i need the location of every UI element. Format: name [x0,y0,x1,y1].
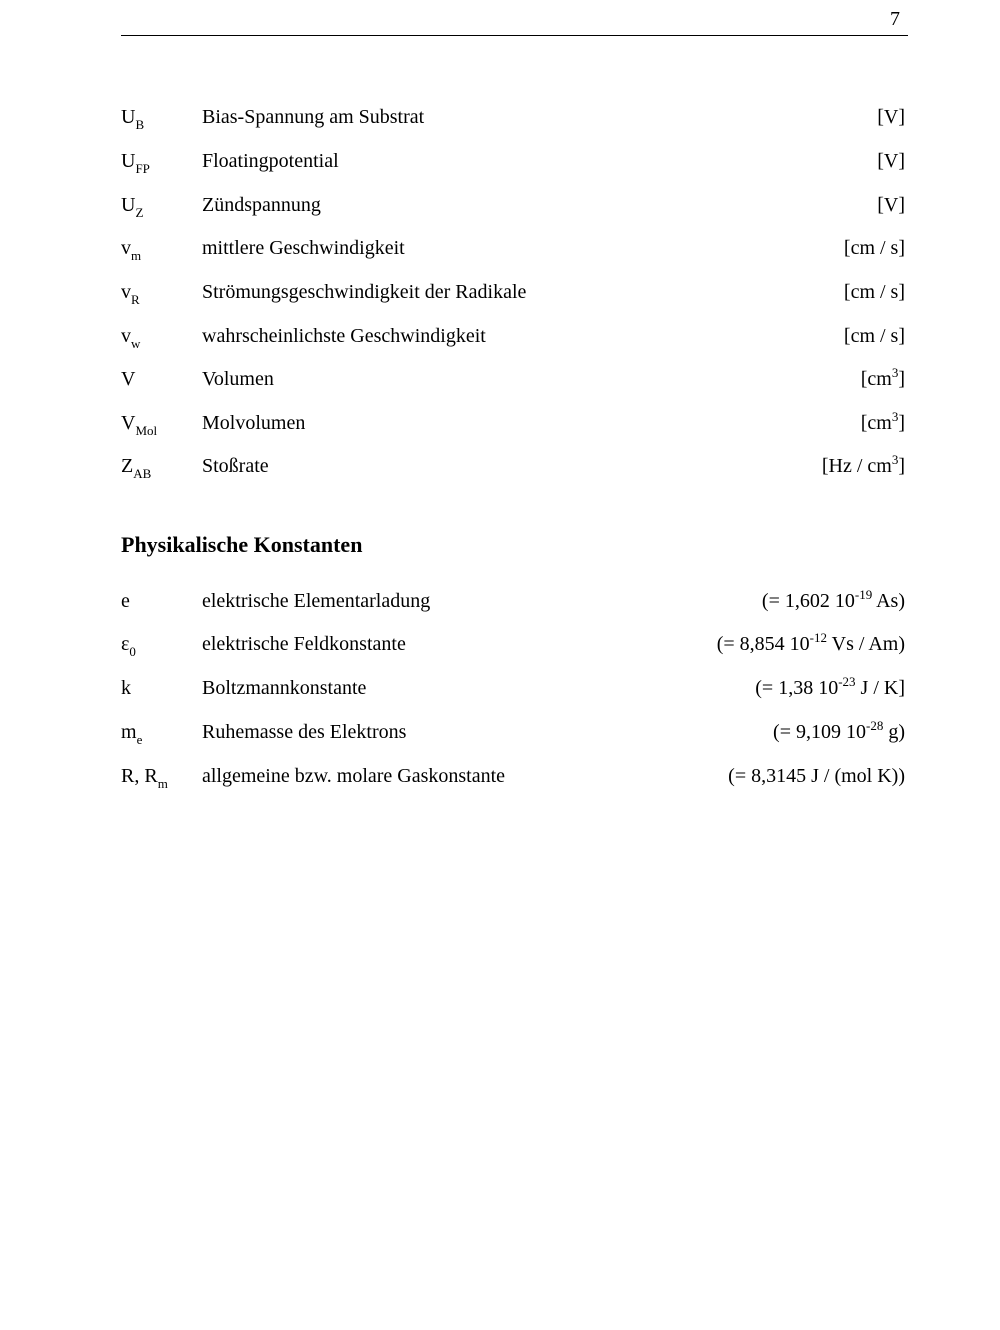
constant-value: (= 8,854 $10^{-12}$ Vs / Am) [716,630,905,655]
symbol-row [121,102,905,132]
constant-description: Ruhemasse des Elektrons [202,721,407,743]
symbol-row [121,277,905,307]
symbol-row [121,233,905,263]
constant-description: elektrische Feldkonstante [202,633,406,655]
symbol: $U_{FP}$ [121,150,150,176]
symbol-row [121,190,905,220]
constant-description: allgemeine bzw. molare Gaskonstante [202,765,506,787]
constant-symbol: k [121,677,131,699]
constant-symbol: R, $R_m$ [121,765,168,791]
constant-symbol: $m_e$ [121,721,143,747]
constant-row [121,717,905,747]
symbol-row [121,321,905,351]
symbol-unit: $[Hz / cm^3]$ [821,452,905,477]
symbol: $v_R$ [121,281,140,307]
symbol-description: Stoßrate [202,455,269,477]
symbol-unit: $[cm^3]$ [860,409,905,434]
constant-value: (= 8,3145 J / (mol K)) [728,765,905,787]
constant-description: elektrische Elementarladung [202,590,431,612]
symbol: $v_m$ [121,237,142,263]
header-rule [121,35,908,36]
symbol-description: wahrscheinlichste Geschwindigkeit [202,325,486,347]
symbol-row [121,146,905,176]
symbol-description: Molvolumen [202,412,306,434]
symbol-row [121,408,905,438]
constant-row [121,673,905,703]
symbol-description: Strömungsgeschwindigkeit der Radikale [202,281,527,303]
symbol: V [121,368,136,390]
symbol-description: Floatingpotential [202,150,339,172]
symbol-description: Zündspannung [202,194,321,216]
constant-row [121,761,905,791]
symbol-unit: [cm / s] [843,281,905,303]
constant-symbol: e [121,590,130,612]
constant-row [121,629,905,659]
symbol-unit: [cm / s] [843,325,905,347]
symbol-description: Bias-Spannung am Substrat [202,106,425,128]
symbol: $U_B$ [121,106,145,132]
symbol-row [121,364,905,394]
symbol-row [121,451,905,481]
symbol-unit: [V] [877,150,905,172]
symbol: $Z_{AB}$ [121,455,152,481]
symbol-unit: [V] [877,106,905,128]
constant-symbol: $\varepsilon_0$ [121,633,136,659]
symbol-description: mittlere Geschwindigkeit [202,237,405,259]
symbol-unit: $[cm^3]$ [860,365,905,390]
symbol: $v_w$ [121,325,141,351]
symbol: $V_{Mol}$ [121,412,158,438]
section-heading: Physikalische Konstanten [121,532,363,557]
constant-row [121,586,905,616]
symbol-unit: [V] [877,194,905,216]
symbol-unit: [cm / s] [843,237,905,259]
symbol-description: Volumen [202,368,274,390]
page-number: 7 [890,8,900,30]
constant-value: (= 9,109 $10^{-28}$ g) [773,718,905,743]
symbol: $U_Z$ [121,194,144,220]
constant-description: Boltzmannkonstante [202,677,367,699]
constant-value: (= 1,38 $10^{-23}$ J / K] [755,674,905,699]
constant-value: (= 1,602 $10^{-19}$ As) [761,587,905,612]
